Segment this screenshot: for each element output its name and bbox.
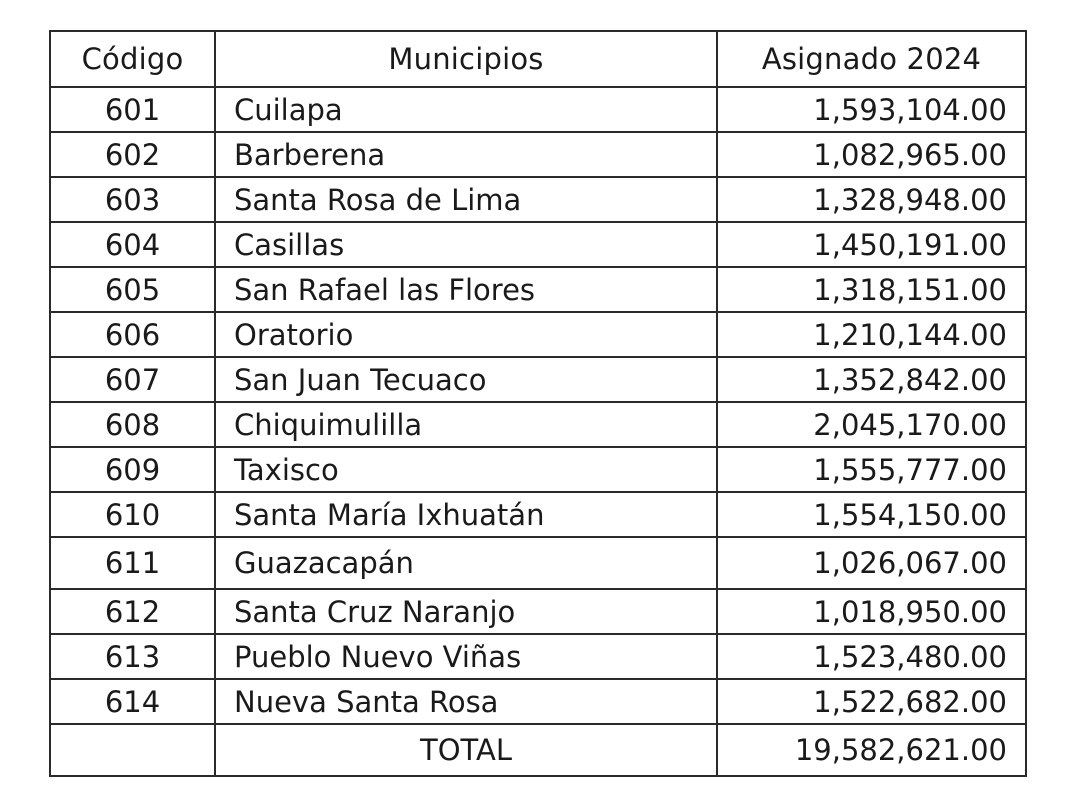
amount-cell: 1,026,067.00 bbox=[717, 537, 1026, 589]
amount-cell: 1,318,151.00 bbox=[717, 267, 1026, 312]
table-row bbox=[50, 634, 1026, 679]
municipality-cell: Nueva Santa Rosa bbox=[215, 679, 717, 724]
table-row bbox=[50, 589, 1026, 634]
amount-cell: 1,554,150.00 bbox=[717, 492, 1026, 537]
table-footer bbox=[50, 724, 1026, 776]
table-row bbox=[50, 222, 1026, 267]
amount-cell: 1,210,144.00 bbox=[717, 312, 1026, 357]
code-cell: 609 bbox=[50, 447, 215, 492]
municipality-cell: Santa María Ixhuatán bbox=[215, 492, 717, 537]
municipality-cell: Casillas bbox=[215, 222, 717, 267]
total-row bbox=[50, 724, 1026, 776]
table-row bbox=[50, 177, 1026, 222]
table-row bbox=[50, 87, 1026, 132]
table-row bbox=[50, 132, 1026, 177]
total-amount: 19,582,621.00 bbox=[717, 724, 1026, 776]
code-cell: 605 bbox=[50, 267, 215, 312]
header-code: Código bbox=[50, 31, 215, 87]
header-row bbox=[50, 31, 1026, 87]
total-empty-cell bbox=[50, 724, 215, 776]
municipality-cell: Santa Cruz Naranjo bbox=[215, 589, 717, 634]
municipality-cell: Santa Rosa de Lima bbox=[215, 177, 717, 222]
table-body bbox=[50, 87, 1026, 724]
table-row bbox=[50, 267, 1026, 312]
table-row bbox=[50, 537, 1026, 589]
municipality-cell: Barberena bbox=[215, 132, 717, 177]
code-cell: 601 bbox=[50, 87, 215, 132]
table-header bbox=[50, 31, 1026, 87]
code-cell: 608 bbox=[50, 402, 215, 447]
header-municipality: Municipios bbox=[215, 31, 717, 87]
code-cell: 606 bbox=[50, 312, 215, 357]
table-row bbox=[50, 492, 1026, 537]
amount-cell: 1,082,965.00 bbox=[717, 132, 1026, 177]
code-cell: 614 bbox=[50, 679, 215, 724]
amount-cell: 1,328,948.00 bbox=[717, 177, 1026, 222]
total-label: TOTAL bbox=[215, 724, 717, 776]
amount-cell: 1,593,104.00 bbox=[717, 87, 1026, 132]
amount-cell: 1,450,191.00 bbox=[717, 222, 1026, 267]
municipality-cell: Chiquimulilla bbox=[215, 402, 717, 447]
table-row bbox=[50, 402, 1026, 447]
code-cell: 610 bbox=[50, 492, 215, 537]
code-cell: 603 bbox=[50, 177, 215, 222]
amount-cell: 1,555,777.00 bbox=[717, 447, 1026, 492]
municipality-cell: Taxisco bbox=[215, 447, 717, 492]
municipality-cell: Cuilapa bbox=[215, 87, 717, 132]
header-amount: Asignado 2024 bbox=[717, 31, 1026, 87]
table-row bbox=[50, 357, 1026, 402]
amount-cell: 1,352,842.00 bbox=[717, 357, 1026, 402]
municipality-cell: San Juan Tecuaco bbox=[215, 357, 717, 402]
amount-cell: 1,522,682.00 bbox=[717, 679, 1026, 724]
budget-table bbox=[49, 30, 1027, 777]
table-row bbox=[50, 447, 1026, 492]
municipality-cell: San Rafael las Flores bbox=[215, 267, 717, 312]
table-row bbox=[50, 312, 1026, 357]
municipality-cell: Guazacapán bbox=[215, 537, 717, 589]
amount-cell: 1,018,950.00 bbox=[717, 589, 1026, 634]
code-cell: 613 bbox=[50, 634, 215, 679]
municipality-cell: Oratorio bbox=[215, 312, 717, 357]
table-row bbox=[50, 679, 1026, 724]
code-cell: 611 bbox=[50, 537, 215, 589]
amount-cell: 2,045,170.00 bbox=[717, 402, 1026, 447]
code-cell: 607 bbox=[50, 357, 215, 402]
municipality-cell: Pueblo Nuevo Viñas bbox=[215, 634, 717, 679]
amount-cell: 1,523,480.00 bbox=[717, 634, 1026, 679]
code-cell: 602 bbox=[50, 132, 215, 177]
code-cell: 604 bbox=[50, 222, 215, 267]
code-cell: 612 bbox=[50, 589, 215, 634]
